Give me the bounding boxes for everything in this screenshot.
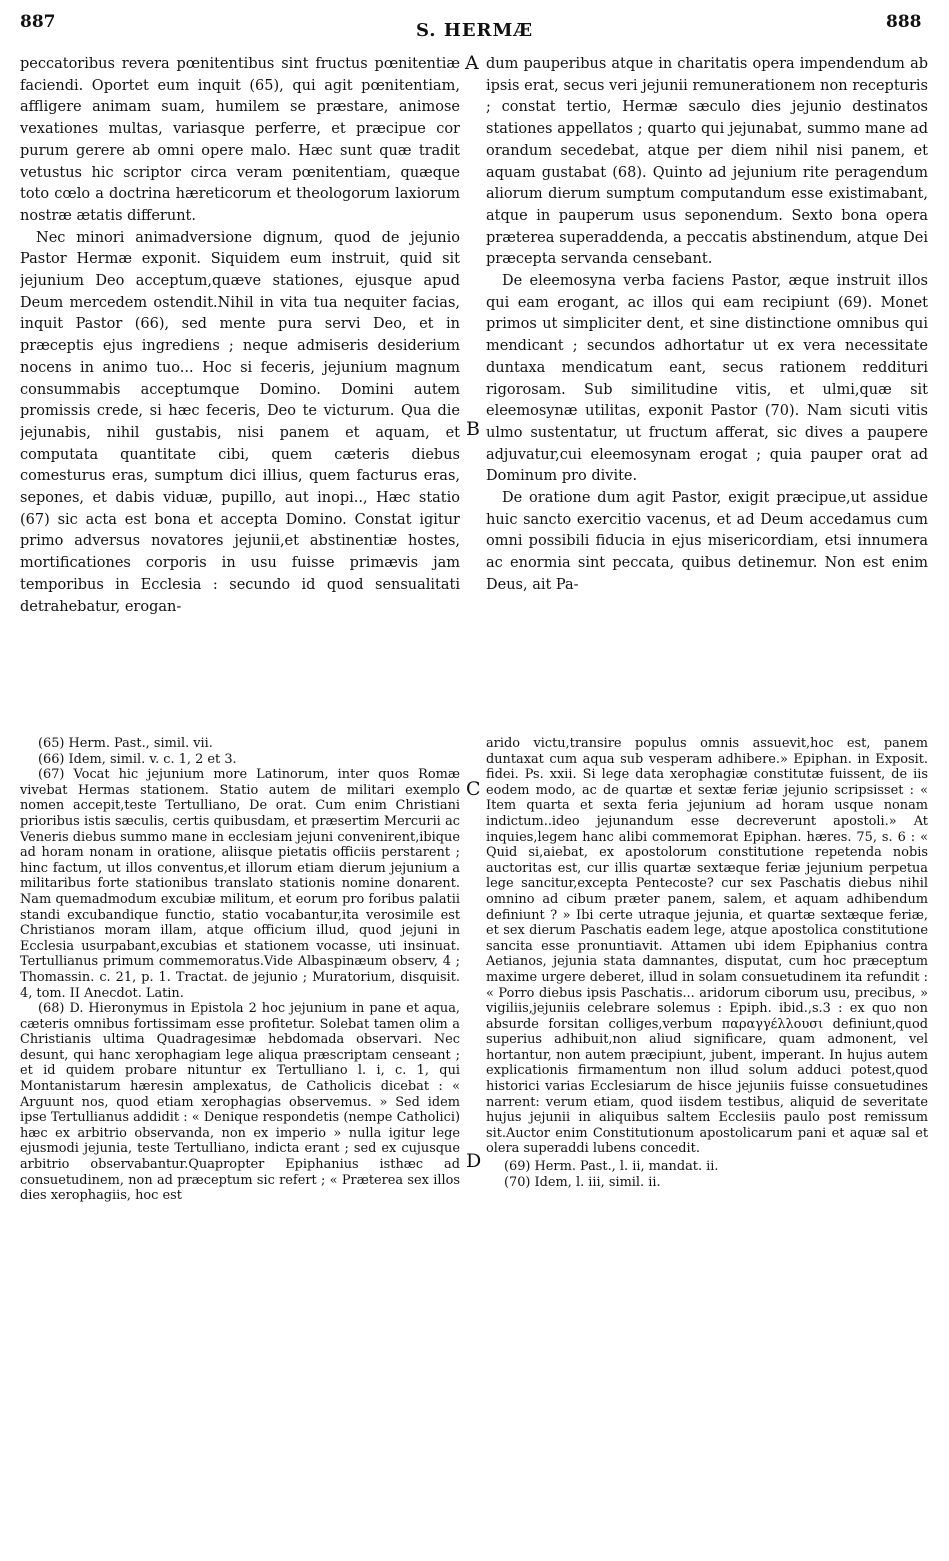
right-paragraph-1: dum pauperibus atque in charitatis opera impendendum ab ipsis erat, secus veri jejunii remunerationem non recepturis ; constat tertio, Hermæ sæculo dies jejunio destinatos stationes appellatos ; quarto qui jejunabat, summo mane ad orandum secedebat, atque per diem nihil nisi panem, et aquam gustabat (68). Quinto ad jejunium rite peragendum aliorum dierum sumptum computandum esse existimabant, atque in pauperum usus seponendum. Sexto bona opera præterea superaddenda, a peccatis abstinendum, atque Dei præcepta servanda censebant. <box>486 56 928 268</box>
footnote-67: (67) Vocat hic jejunium more Latinorum, inter quos Romæ vivebat Hermas stationem. Statio autem de militari exemplo nomen accepit,teste Tertulliano, De orat. Cum enim Christiani prioribus istis sæculis, certis quibusdam, et præsertim Mercurii ac Veneris diebus summo mane in ecclesiam jejuni convenirent,ibique ad horam nonam in oratione, aliisque pietatis officiis perstarent ; hinc factum, ut illos conventus,et illorum etiam dierum jejunium a militaribus forte stationibus translato stationis nomine donarent. Nam quemadmodum excubiæ militum, et eorum pro foribus palatii standi excubandique functio, statio vocabantur,ita verosimile est Christianos moram illam, atque officium illud, quod jejuni in Ecclesia usurpabant,excubias et stationem vocasse, uti insinuat. Tertullianus primum commemoratus.Vide Albaspinæum observ, 4 ; Thomassin. c. 21, p. 1. Tractat. de jejunio ; Muratorium, disquisit. 4, tom. II Anecdot. Latin. <box>20 767 460 1001</box>
left-footnotes <box>20 736 460 1544</box>
left-main-column <box>20 54 460 722</box>
left-paragraph-1: peccatoribus revera pœnitentibus sint fructus pœnitentiæ faciendi. Oportet eum inquit (65), qui agit pœnitentiam, affligere animam suam, humilem se præstare, animose vexationes multas, variasque perferre, et præcipue cor purum gerere ab omni opere malo. Hæc sunt quæ tradit vetustus hic scriptor circa veram pœnitentiam, quæque toto cœlo a doctrina hæreticorum et theologorum laxiorum nostræ ætatis differunt. <box>20 56 460 224</box>
right-paragraph-3: De oratione dum agit Pastor, exigit præcipue,ut assidue huic sancto exercitio vacenus, et ad Deum accedamus cum omni possibili fiducia in ejus misericordiam, etsi innumera ac enormia sint peccata, quibus detinemur. Non est enim Deus, ait Pa- <box>486 490 928 593</box>
footnote-66: (66) Idem, simil. v. c. 1, 2 et 3. <box>38 751 237 767</box>
footnote-70: (70) Idem, l. iii, simil. ii. <box>504 1174 661 1190</box>
footnote-68: (68) D. Hieronymus in Epistola 2 hoc jejunium in pane et aqua, cæteris omnibus fortissimam esse profitetur. Solebat tamen olim a Christianis ultima Quadragesimæ hebdomada observari. Nec desunt, qui hanc xerophagiam lege aliqua præscriptam censeant ; et id quidem probare nituntur ex Tertulliano l. i, c. 1, qui Montanistarum hæresin amplexatus, de Catholicis dicebat : « Arguunt nos, quod etiam xerophagias observemus. » Sed idem ipse Tertullianus addidit : « Denique respondetis (nempe Catholici) hæc ex arbitrio observanda, non ex imperio » nulla igitur lege ejusmodi jejunia, teste Tertulliano, indicta erant ; sed ex cujusque arbitrio observabantur.Quapropter Epiphanius isthæc ad consuetudinem, non ad præceptum sic refert ; « Præterea sex illos dies xerophagiis, hoc est <box>20 1001 460 1204</box>
footnote-69: (69) Herm. Past., l. ii, mandat. ii. <box>504 1159 719 1175</box>
page-number-right: 888 <box>886 12 922 32</box>
margin-letter-d: D <box>466 1150 482 1172</box>
footnote-68-continuation: arido victu,transire populus omnis assuevit,hoc est, panem duntaxat cum aqua sub vesperam adhibere.» Epiphan. in Exposit. fidei. Ps. xxii. Si lege data xerophagiæ constitutæ fuissent, de iis eodem modo, ac de quartæ et sextæ feriæ jejunio scripsisset : « Item quarta et sexta feria jejunium ad horam usque nonam indictum..ideo jejunandum esse decreverunt apostoli.» At inquies,legem hanc alibi commemorat Epiphan. hæres. 75, s. 6 : « Quid si,aiebat, ex apostolorum constitutione repetenda nobis auctoritas est, cur illis quartæ sextæque feriæ jejunium perpetua lege sancitur,excepta Pentecoste? cur sex Paschatis diebus nihil omnino ad cibum præter panem, salem, et aquam adhibendum definiunt ? » Ibi certe utraque jejunia, et quartæ sextæque feriæ, et sex dierum Paschatis eadem lege, atque apostolica constitutione sancita esse pronuntiavit. Attamen ubi idem Epiphanius contra Aetianos, jejunia stata damnantes, disputat, cum hoc præceptum maxime urgere deberet, illud in solam consuetudinem ita refundit : « Porro diebus ipsis Paschatis... aridorum ciborum usu, precibus, » vigiliis,jejuniis celebrare solemus : Epiph. ibid.,s.3 : ex quo non absurde forsitan colliges,verbum παραγγέλλουσι definiunt,quod superius adhibuit,non aliud significare, quam admonent, vel hortantur, non autem præcipiunt, jubent, imperant. In hujus autem explicationis firmamentum non illud solum adduci potest,quod historici varias Ecclesiarum de hisce jejuniis fuisse consuetudines narrent: verum etiam, quod iisdem testibus, aliquid de severitate hujus jejunii in aliquibus saltem Ecclesiis paulo post remissum sit.Auctor enim Constitutionum apostolicarum pani et aquæ sal et olera superaddi lubens concedit. <box>486 736 928 1157</box>
page-header <box>0 0 949 52</box>
page-number-left: 887 <box>20 12 56 32</box>
right-footnotes <box>486 736 928 1544</box>
footnote-65: (65) Herm. Past., simil. vii. <box>38 736 213 751</box>
margin-letter-b: B <box>466 418 480 440</box>
right-main-column <box>486 54 928 722</box>
margin-letter-c: C <box>466 778 481 800</box>
running-title: S. HERMÆ <box>415 20 534 41</box>
margin-letter-a: A <box>465 52 479 74</box>
right-paragraph-2: De eleemosyna verba faciens Pastor, æque instruit illos qui eam erogant, ac illos qui eam recipiunt (69). Monet primos ut simpliciter dent, et sine distinctione omnibus qui mendicant ; secundos adhortatur ut ex vera necessitate duntaxa mendicatum eant, secus rationem reddituri rigorosam. Sub similitudine vitis, et ulmi,quæ sit eleemosynæ utilitas, exponit Pastor (70). Nam sicuti vitis ulmo sustentatur, ut fructum afferat, sic dives a paupere adjuvatur,cui eleemosynam erogat ; quia pauper orat ad Dominum pro divite. <box>486 273 928 485</box>
left-paragraph-2: Nec minori animadversione dignum, quod de jejunio Pastor Hermæ exponit. Siquidem eum instruit, quid sit jejunium Deo acceptum,quæve stationes, ejusque apud Deum mercedem ostendit.Nihil in vita tua nequiter facias, inquit Pastor (66), sed mente pura servi Deo, et in præceptis ejus ingrediens ; neque admiseris desiderium nocens in animo tuo... Hoc si feceris, jejunium magnum consummabis acceptumque Domino. Domini autem promissis crede, si hæc feceris, Deo te victurum. Qua die jejunabis, nihil gustabis, nisi panem et aquam, et computata quantitate cibi, quem cæteris diebus comesturus eras, sumptum dici illius, quem facturus eras, sepones, et dabis viduæ, pupillo, aut inopi.., Hæc statio (67) sic acta est bona et accepta Domino. Constat igitur primo adversus novatores jejunii,et abstinentiæ hostes, mortificationes corporis in usu fuisse primævis jam temporibus in Ecclesia : secundo id quod sensualitati detrahebatur, erogan- <box>20 229 460 615</box>
